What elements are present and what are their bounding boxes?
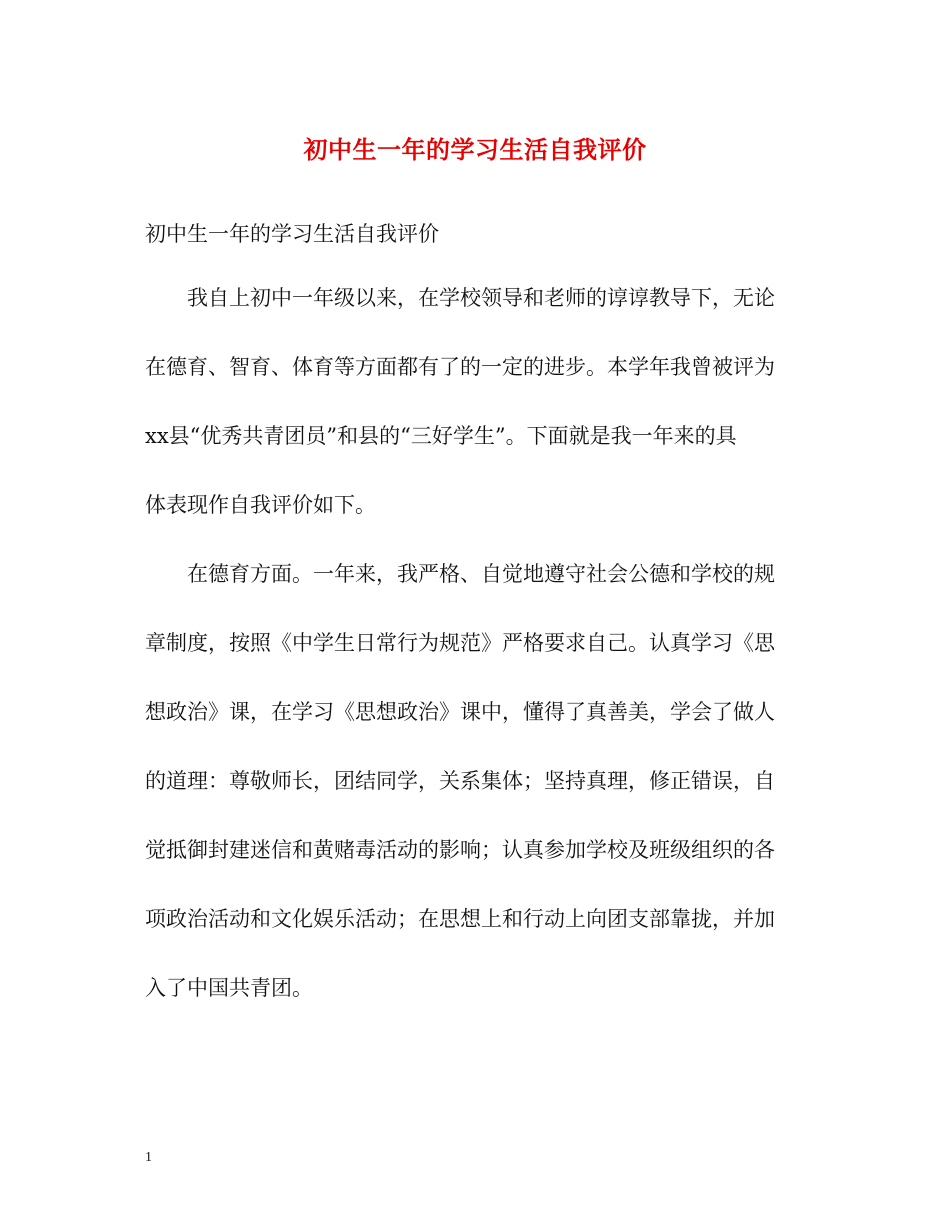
body-line: 体表现作自我评价如下。: [145, 493, 376, 517]
body-line: 想政治》课，在学习《思想政治》课中，懂得了真善美，学会了做人: [145, 700, 775, 724]
body-line: 的道理：尊敬师长，团结同学，关系集体；坚持真理，修正错误，自: [145, 769, 775, 793]
body-line: 我自上初中一年级以来，在学校领导和老师的谆谆教导下，无论: [145, 286, 775, 310]
body-line: 觉抵御封建迷信和黄赌毒活动的影响；认真参加学校及班级组织的各: [145, 838, 775, 862]
page-number: 1: [145, 1150, 152, 1165]
body-line: 入了中国共青团。: [145, 976, 313, 1000]
body-line: 章制度，按照《中学生日常行为规范》严格要求自己。认真学习《思: [145, 631, 775, 655]
body-line: 项政治活动和文化娱乐活动；在思想上和行动上向团支部靠拢，并加: [145, 907, 775, 931]
body-line: 在德育、智育、体育等方面都有了的一定的进步。本学年我曾被评为: [145, 355, 775, 379]
page-title: 初中生一年的学习生活自我评价: [303, 135, 647, 164]
body-line: xx县“优秀共青团员”和县的“三好学生”。下面就是我一年来的具: [145, 424, 737, 448]
body-line: 在德育方面。一年来，我严格、自觉地遵守社会公德和学校的规: [145, 562, 775, 586]
document-subtitle: 初中生一年的学习生活自我评价: [145, 222, 439, 246]
